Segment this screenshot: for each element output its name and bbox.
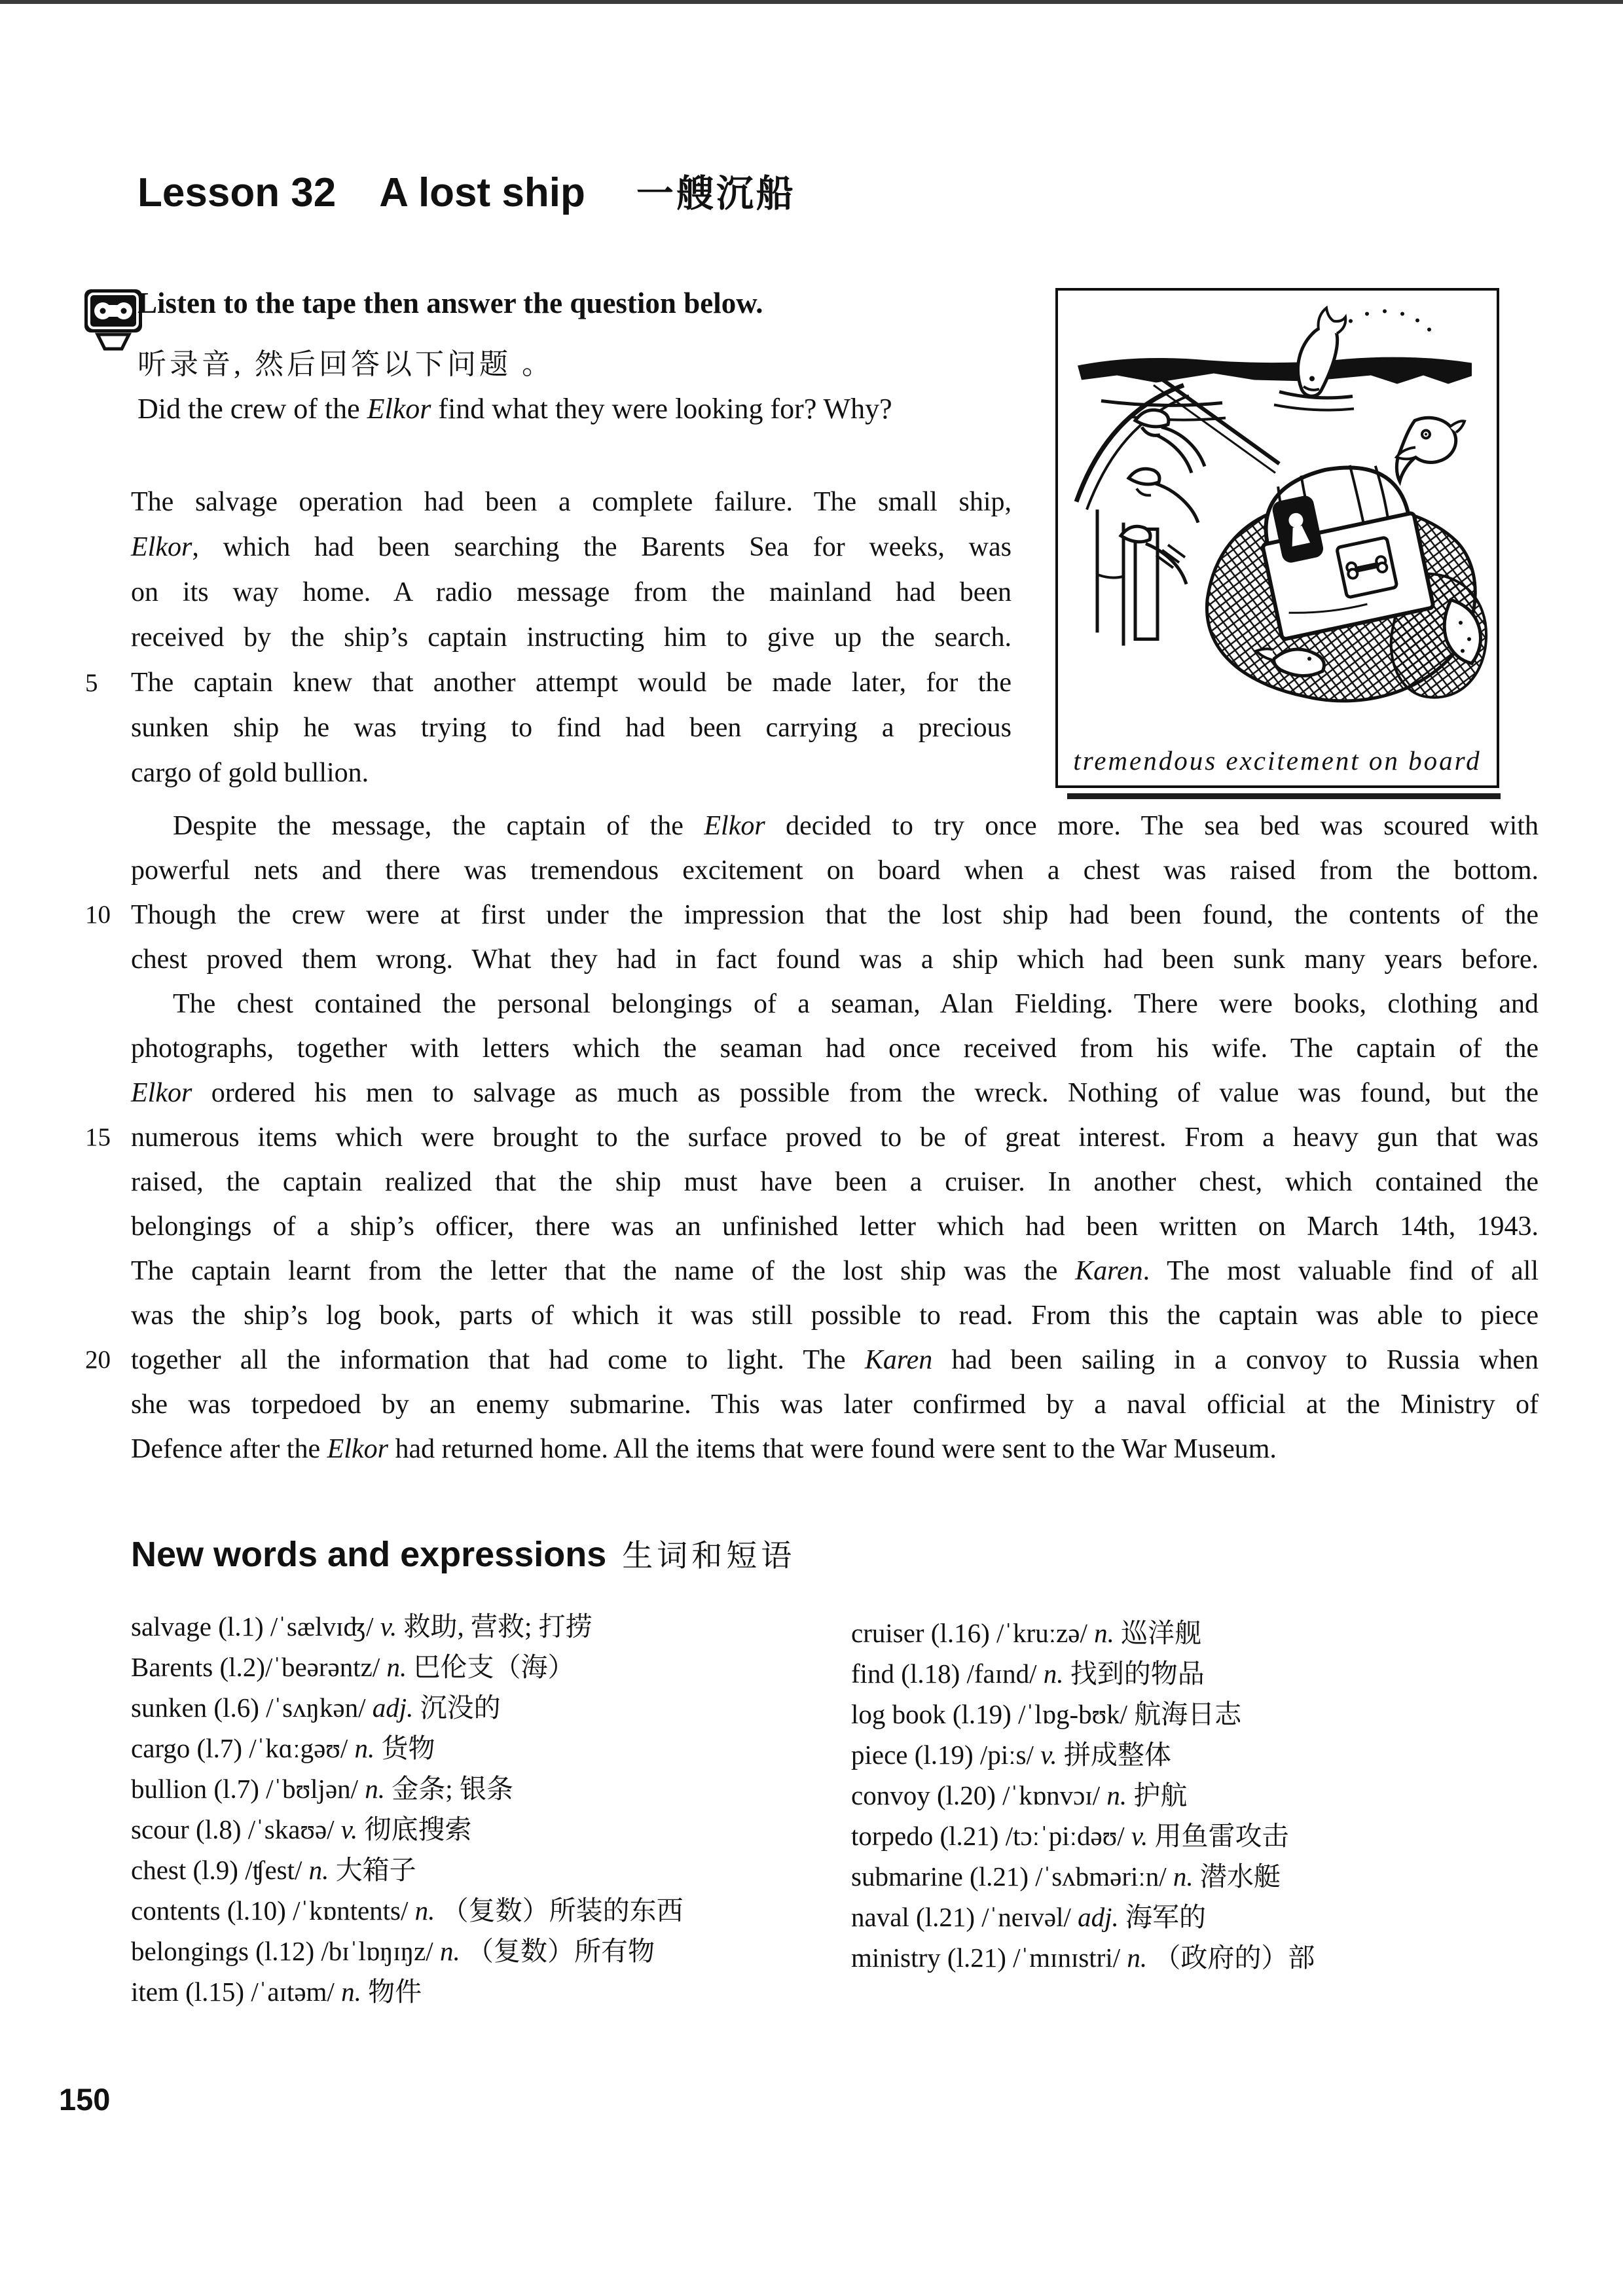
trajectory-dots <box>1349 310 1431 332</box>
passage-line-text: photographs, together with letters which the seaman had once received from his wife. The captain of the <box>131 1033 1539 1064</box>
passage-line-text: received by the ship’s captain instructing him to give up the search. <box>131 622 1012 653</box>
vocab-entry: chest (l.9) /ʧest/ n. 大箱子 <box>131 1855 416 1885</box>
page-title <box>137 164 796 217</box>
passage-line-text: Elkor ordered his men to salvage as much as possible from the wreck. Nothing of value was found, but the <box>131 1078 1539 1108</box>
passage-line-text: The salvage operation had been a complete failure. The small ship, <box>131 487 1012 517</box>
vocab-entry: bullion (l.7) /ˈbʊljən/ n. 金条; 银条 <box>131 1774 513 1804</box>
title-english: A lost ship <box>379 170 585 215</box>
vocab-entry: cargo (l.7) /ˈkɑːgəʊ/ n. 货物 <box>131 1733 435 1763</box>
passage-line-text: Defence after the Elkor had returned home. All the items that were found were sent to the War Museum. <box>131 1434 1277 1464</box>
sailors <box>1121 410 1205 584</box>
vocab-entry: log book (l.19) /ˈlɒg-bʊk/ 航海日志 <box>851 1699 1242 1729</box>
passage-line <box>85 1115 1539 1160</box>
vocab-entry: item (l.15) /ˈaɪtəm/ n. 物件 <box>131 1977 422 2007</box>
vocab-entry: belongings (l.12) /bɪˈlɒŋɪŋz/ n. （复数）所有物 <box>131 1936 655 1966</box>
vocab-entry: ministry (l.21) /ˈmɪnɪstri/ n. （政府的）部 <box>851 1943 1315 1973</box>
illustration-figure <box>1055 288 1499 788</box>
passage-line-text: she was torpedoed by an enemy submarine. This was later confirmed by a naval official at the Ministry of <box>131 1390 1539 1420</box>
passage-line <box>85 660 1012 706</box>
falling-fish <box>1396 418 1465 481</box>
title-chinese: 一艘沉船 <box>636 173 796 215</box>
vocab-heading-en: New words and expressions <box>131 1535 607 1574</box>
passage-line <box>85 1338 1539 1382</box>
line-number: 10 <box>85 901 111 929</box>
passage-line-text: Despite the message, the captain of the Elkor decided to try once more. The sea bed was scoured with <box>173 811 1539 841</box>
passage-line-text: was the ship’s log book, parts of which it was still possible to read. From this the captain was able to piece <box>131 1300 1539 1331</box>
scan-edge-artifact <box>0 0 1623 4</box>
listen-instruction: Listen to the tape then answer the question below. <box>137 287 763 319</box>
passage-line <box>131 1160 1539 1204</box>
passage-line-text: The captain knew that another attempt would be made later, for the <box>131 668 1012 698</box>
vocab-entry: convoy (l.20) /ˈkɒnvɔɪ/ n. 护航 <box>851 1780 1188 1810</box>
passage-line-text: sunken ship he was trying to find had been carrying a precious <box>131 713 1012 743</box>
passage-line <box>131 804 1539 848</box>
vocab-entry: find (l.18) /faɪnd/ n. 找到的物品 <box>851 1659 1205 1689</box>
title-lesson-number: Lesson 32 <box>137 170 337 215</box>
passage-line <box>131 982 1539 1026</box>
vocab-heading-zh: 生词和短语 <box>622 1539 796 1573</box>
passage-line <box>131 480 1012 525</box>
passage-line-text: Though the crew were at first under the impression that the lost ship had been found, the contents of the <box>131 900 1539 930</box>
passage-line-text: raised, the captain realized that the ship must have been a cruiser. In another chest, which contained the <box>131 1167 1539 1197</box>
passage-line-text: on its way home. A radio message from the mainland had been <box>131 577 1012 607</box>
illustration-shadow-line <box>1067 793 1501 799</box>
vocab-entry: submarine (l.21) /ˈsʌbməriːn/ n. 潜水艇 <box>851 1861 1281 1892</box>
passage-line <box>131 706 1012 751</box>
passage-line <box>131 848 1539 893</box>
vocab-entry: Barents (l.2)/ˈbeərəntz/ n. 巴伦支（海） <box>131 1652 575 1682</box>
illustration-drawing <box>1058 291 1497 706</box>
passage-line <box>131 937 1539 982</box>
vocab-entry: salvage (l.1) /ˈsælvɪʤ/ v. 救助, 营救; 打捞 <box>131 1611 593 1641</box>
vocab-entry: cruiser (l.16) /ˈkruːzə/ n. 巡洋舰 <box>851 1618 1202 1648</box>
vocab-entry: contents (l.10) /ˈkɒntents/ n. （复数）所装的东西 <box>131 1895 684 1926</box>
sea-horizon <box>1078 357 1472 384</box>
vocab-entry: torpedo (l.21) /tɔːˈpiːdəʊ/ v. 用鱼雷攻击 <box>851 1821 1289 1851</box>
passage-line-text: cargo of gold bullion. <box>131 758 369 788</box>
passage-line <box>131 570 1012 615</box>
passage-line-text: powerful nets and there was tremendous excitement on board when a chest was raised from the bottom. <box>131 855 1539 886</box>
passage-line <box>131 1382 1539 1427</box>
vocab-entry: sunken (l.6) /ˈsʌŋkən/ adj. 沉没的 <box>131 1693 501 1723</box>
passage-line-text: belongings of a ship’s officer, there was an unfinished letter which had been written on March 14th, 1943. <box>131 1211 1539 1242</box>
vocab-entry: naval (l.21) /ˈneɪvəl/ adj. 海军的 <box>851 1902 1207 1932</box>
vocab-entry: scour (l.8) /ˈskaʊə/ v. 彻底搜索 <box>131 1814 472 1844</box>
page-number: 150 <box>59 2082 111 2117</box>
passage-line <box>131 615 1012 660</box>
leaping-fish <box>1298 308 1345 397</box>
line-number: 5 <box>85 669 98 697</box>
passage-line-text: The chest contained the personal belongings of a seaman, Alan Fielding. There were books, clothing and <box>173 989 1539 1019</box>
passage-line <box>131 1204 1539 1249</box>
vocab-heading <box>131 1532 795 1575</box>
vocab-column-right <box>851 1613 1571 1978</box>
line-number: 15 <box>85 1123 111 1151</box>
treasure-chest <box>1250 454 1434 639</box>
passage-line-text: Elkor, which had been searching the Barents Sea for weeks, was <box>131 532 1012 562</box>
passage-line <box>131 1293 1539 1338</box>
passage-line <box>131 1071 1539 1115</box>
vocab-entry: piece (l.19) /piːs/ v. 拼成整体 <box>851 1740 1171 1770</box>
passage-line <box>131 525 1012 570</box>
illustration-caption: tremendous excitement on board <box>1073 745 1482 776</box>
line-number: 20 <box>85 1346 111 1374</box>
vocab-column-left <box>131 1606 851 2012</box>
passage-line-text: numerous items which were brought to the surface proved to be of great interest. From a heavy gun that was <box>131 1122 1539 1153</box>
passage-line-text: The captain learnt from the letter that the name of the lost ship was the Karen. The most valuable find of all <box>131 1256 1539 1286</box>
passage-column-narrow <box>85 480 1012 796</box>
passage-line-text: together all the information that had come to light. The Karen had been sailing in a convoy to Russia when <box>131 1345 1539 1375</box>
passage-line <box>131 751 1012 796</box>
passage-line-text: chest proved them wrong. What they had in fact found was a ship which had been sunk many years before. <box>131 944 1539 975</box>
passage-column-wide <box>85 804 1539 1471</box>
comprehension-question: Did the crew of the Elkor find what they were looking for? Why? <box>137 393 892 425</box>
passage-line <box>131 1249 1539 1293</box>
passage-line <box>131 1026 1539 1071</box>
passage-line <box>85 893 1539 937</box>
cassette-tape-icon <box>83 288 143 351</box>
passage-line <box>131 1427 1539 1471</box>
listen-instruction-zh: 听录音, 然后回答以下问题 。 <box>137 348 554 380</box>
